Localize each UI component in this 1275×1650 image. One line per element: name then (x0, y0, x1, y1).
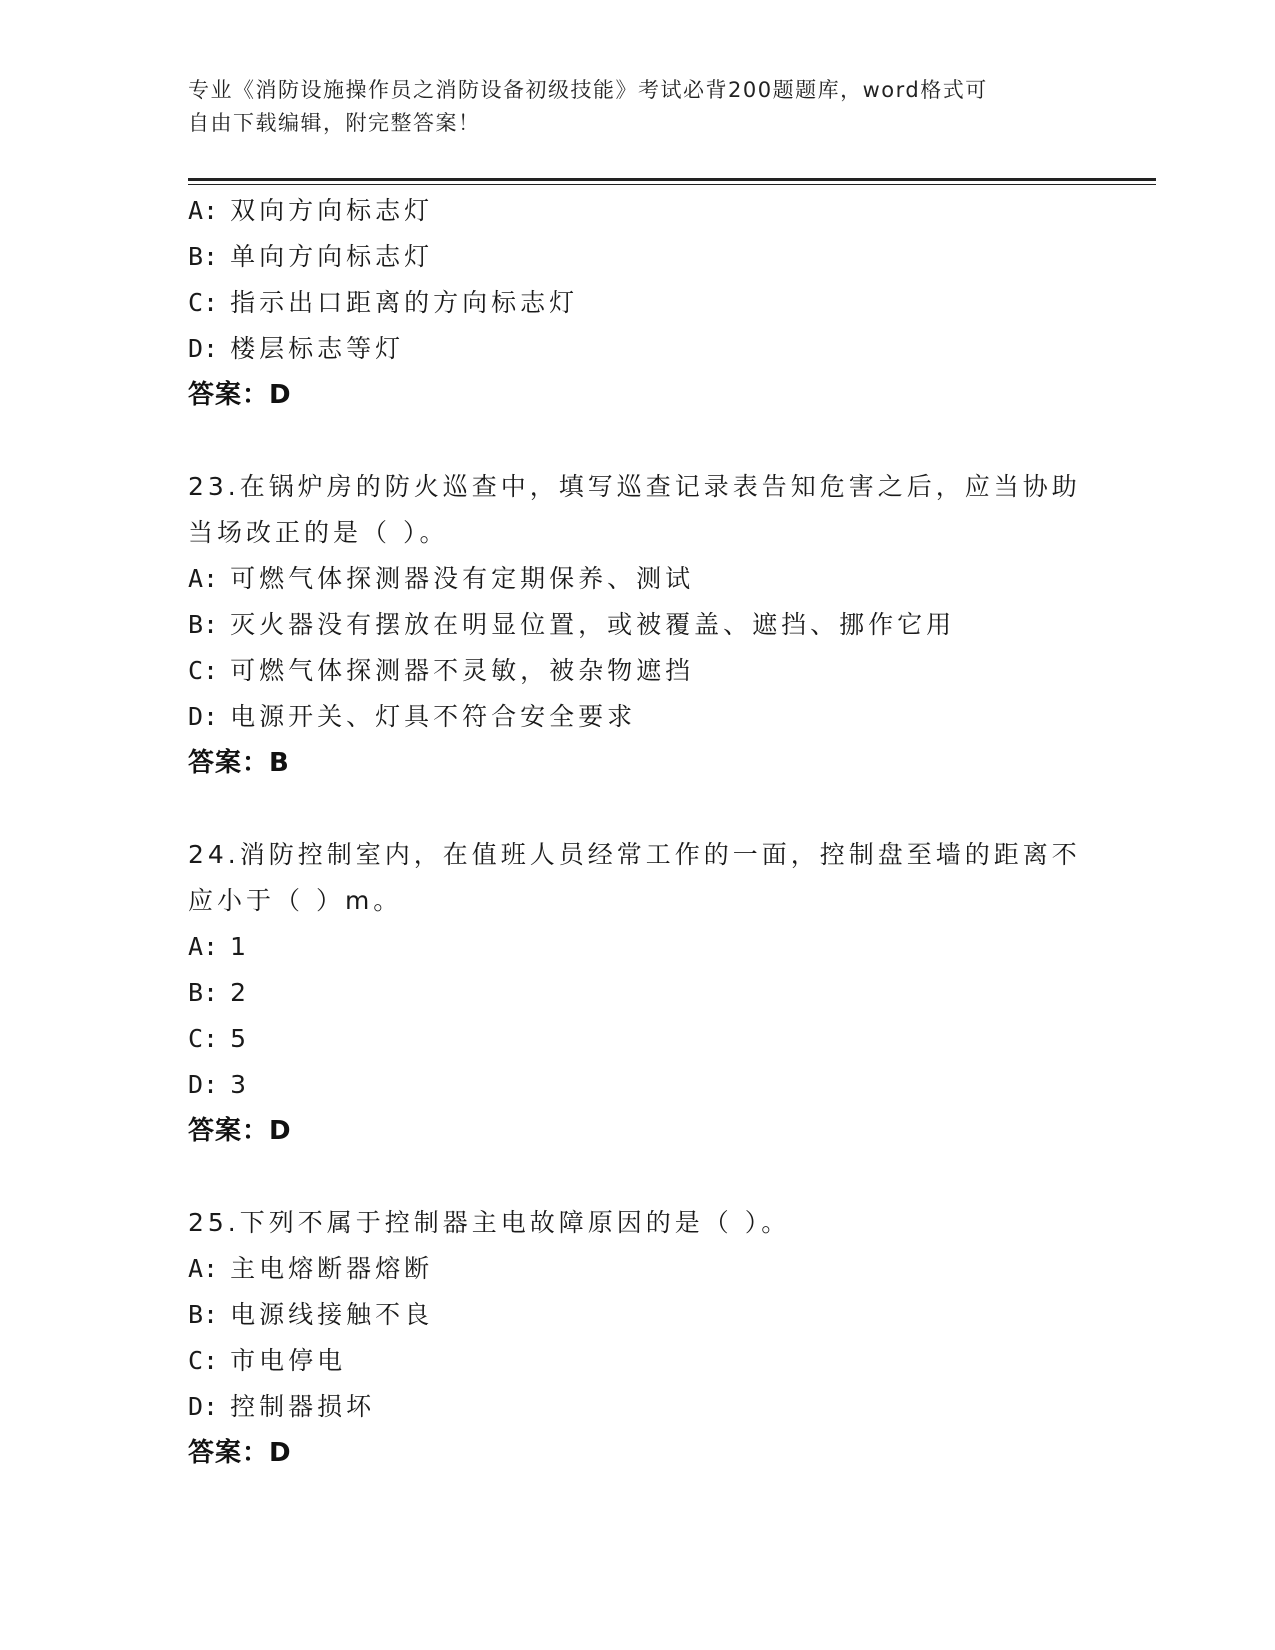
option-letter: B: (188, 978, 219, 1007)
option-d (188, 326, 1088, 372)
question-stem (188, 464, 1088, 556)
header-divider-thin (188, 184, 1156, 185)
option-text: 市电停电 (230, 1346, 347, 1375)
option-letter: A: (188, 564, 219, 593)
option-letter: C: (188, 1024, 219, 1053)
option-c (188, 648, 1088, 694)
option-c (188, 1338, 1088, 1384)
option-text: 楼层标志等灯 (230, 334, 405, 363)
option-b (188, 970, 1088, 1016)
answer-line: 答案：B (188, 748, 290, 778)
option-text: 可燃气体探测器不灵敏，被杂物遮挡 (230, 656, 695, 685)
option-text: 3 (230, 1070, 250, 1099)
option-letter: C: (188, 1346, 219, 1375)
question-25 (188, 1200, 1088, 1476)
prev-question-block (188, 188, 1088, 418)
question-stem-line: 应小于（ ）m。 (188, 886, 403, 915)
option-d (188, 694, 1088, 740)
header-line-2: 自由下载编辑，附完整答案！ (188, 111, 481, 135)
option-b (188, 1292, 1088, 1338)
option-text: 指示出口距离的方向标志灯 (230, 288, 579, 317)
option-letter: B: (188, 610, 219, 639)
option-letter: A: (188, 196, 219, 225)
option-d (188, 1384, 1088, 1430)
option-text: 双向方向标志灯 (230, 196, 434, 225)
document-header (188, 74, 1088, 140)
option-c (188, 280, 1088, 326)
option-letter: D: (188, 1070, 219, 1099)
question-24 (188, 832, 1088, 1154)
option-a (188, 924, 1088, 970)
question-stem (188, 1200, 1088, 1246)
question-stem (188, 832, 1088, 924)
option-letter: C: (188, 288, 219, 317)
option-text: 5 (230, 1024, 250, 1053)
option-text: 电源线接触不良 (230, 1300, 434, 1329)
option-text: 可燃气体探测器没有定期保养、测试 (230, 564, 695, 593)
document-body (188, 188, 1088, 1476)
option-text: 2 (230, 978, 250, 1007)
option-text: 电源开关、灯具不符合安全要求 (230, 702, 637, 731)
option-c (188, 1016, 1088, 1062)
option-a (188, 1246, 1088, 1292)
option-b (188, 602, 1088, 648)
answer-line: 答案：D (188, 380, 292, 410)
answer-line: 答案：D (188, 1438, 292, 1468)
question-stem-line: 24.消防控制室内，在值班人员经常工作的一面，控制盘至墙的距离不 (188, 840, 1081, 869)
question-23 (188, 464, 1088, 786)
option-text: 单向方向标志灯 (230, 242, 434, 271)
option-letter: A: (188, 932, 219, 961)
option-a (188, 188, 1088, 234)
option-letter: A: (188, 1254, 219, 1283)
option-a (188, 556, 1088, 602)
answer-line: 答案：D (188, 1116, 292, 1146)
option-text: 控制器损坏 (230, 1392, 376, 1421)
question-stem-line: 25.下列不属于控制器主电故障原因的是（ ）。 (188, 1208, 791, 1237)
option-b (188, 234, 1088, 280)
option-letter: B: (188, 1300, 219, 1329)
option-d (188, 1062, 1088, 1108)
option-letter: D: (188, 1392, 219, 1421)
header-line-1: 专业《消防设施操作员之消防设备初级技能》考试必背200题题库，word格式可 (188, 78, 988, 102)
option-letter: C: (188, 656, 219, 685)
option-letter: D: (188, 702, 219, 731)
option-letter: D: (188, 334, 219, 363)
option-text: 灭火器没有摆放在明显位置，或被覆盖、遮挡、挪作它用 (230, 610, 956, 639)
question-stem-line: 23.在锅炉房的防火巡查中，填写巡查记录表告知危害之后，应当协助 (188, 472, 1081, 501)
option-letter: B: (188, 242, 219, 271)
header-divider-thick (188, 178, 1156, 181)
option-text: 1 (230, 932, 250, 961)
question-stem-line: 当场改正的是（ ）。 (188, 518, 449, 547)
option-text: 主电熔断器熔断 (230, 1254, 434, 1283)
